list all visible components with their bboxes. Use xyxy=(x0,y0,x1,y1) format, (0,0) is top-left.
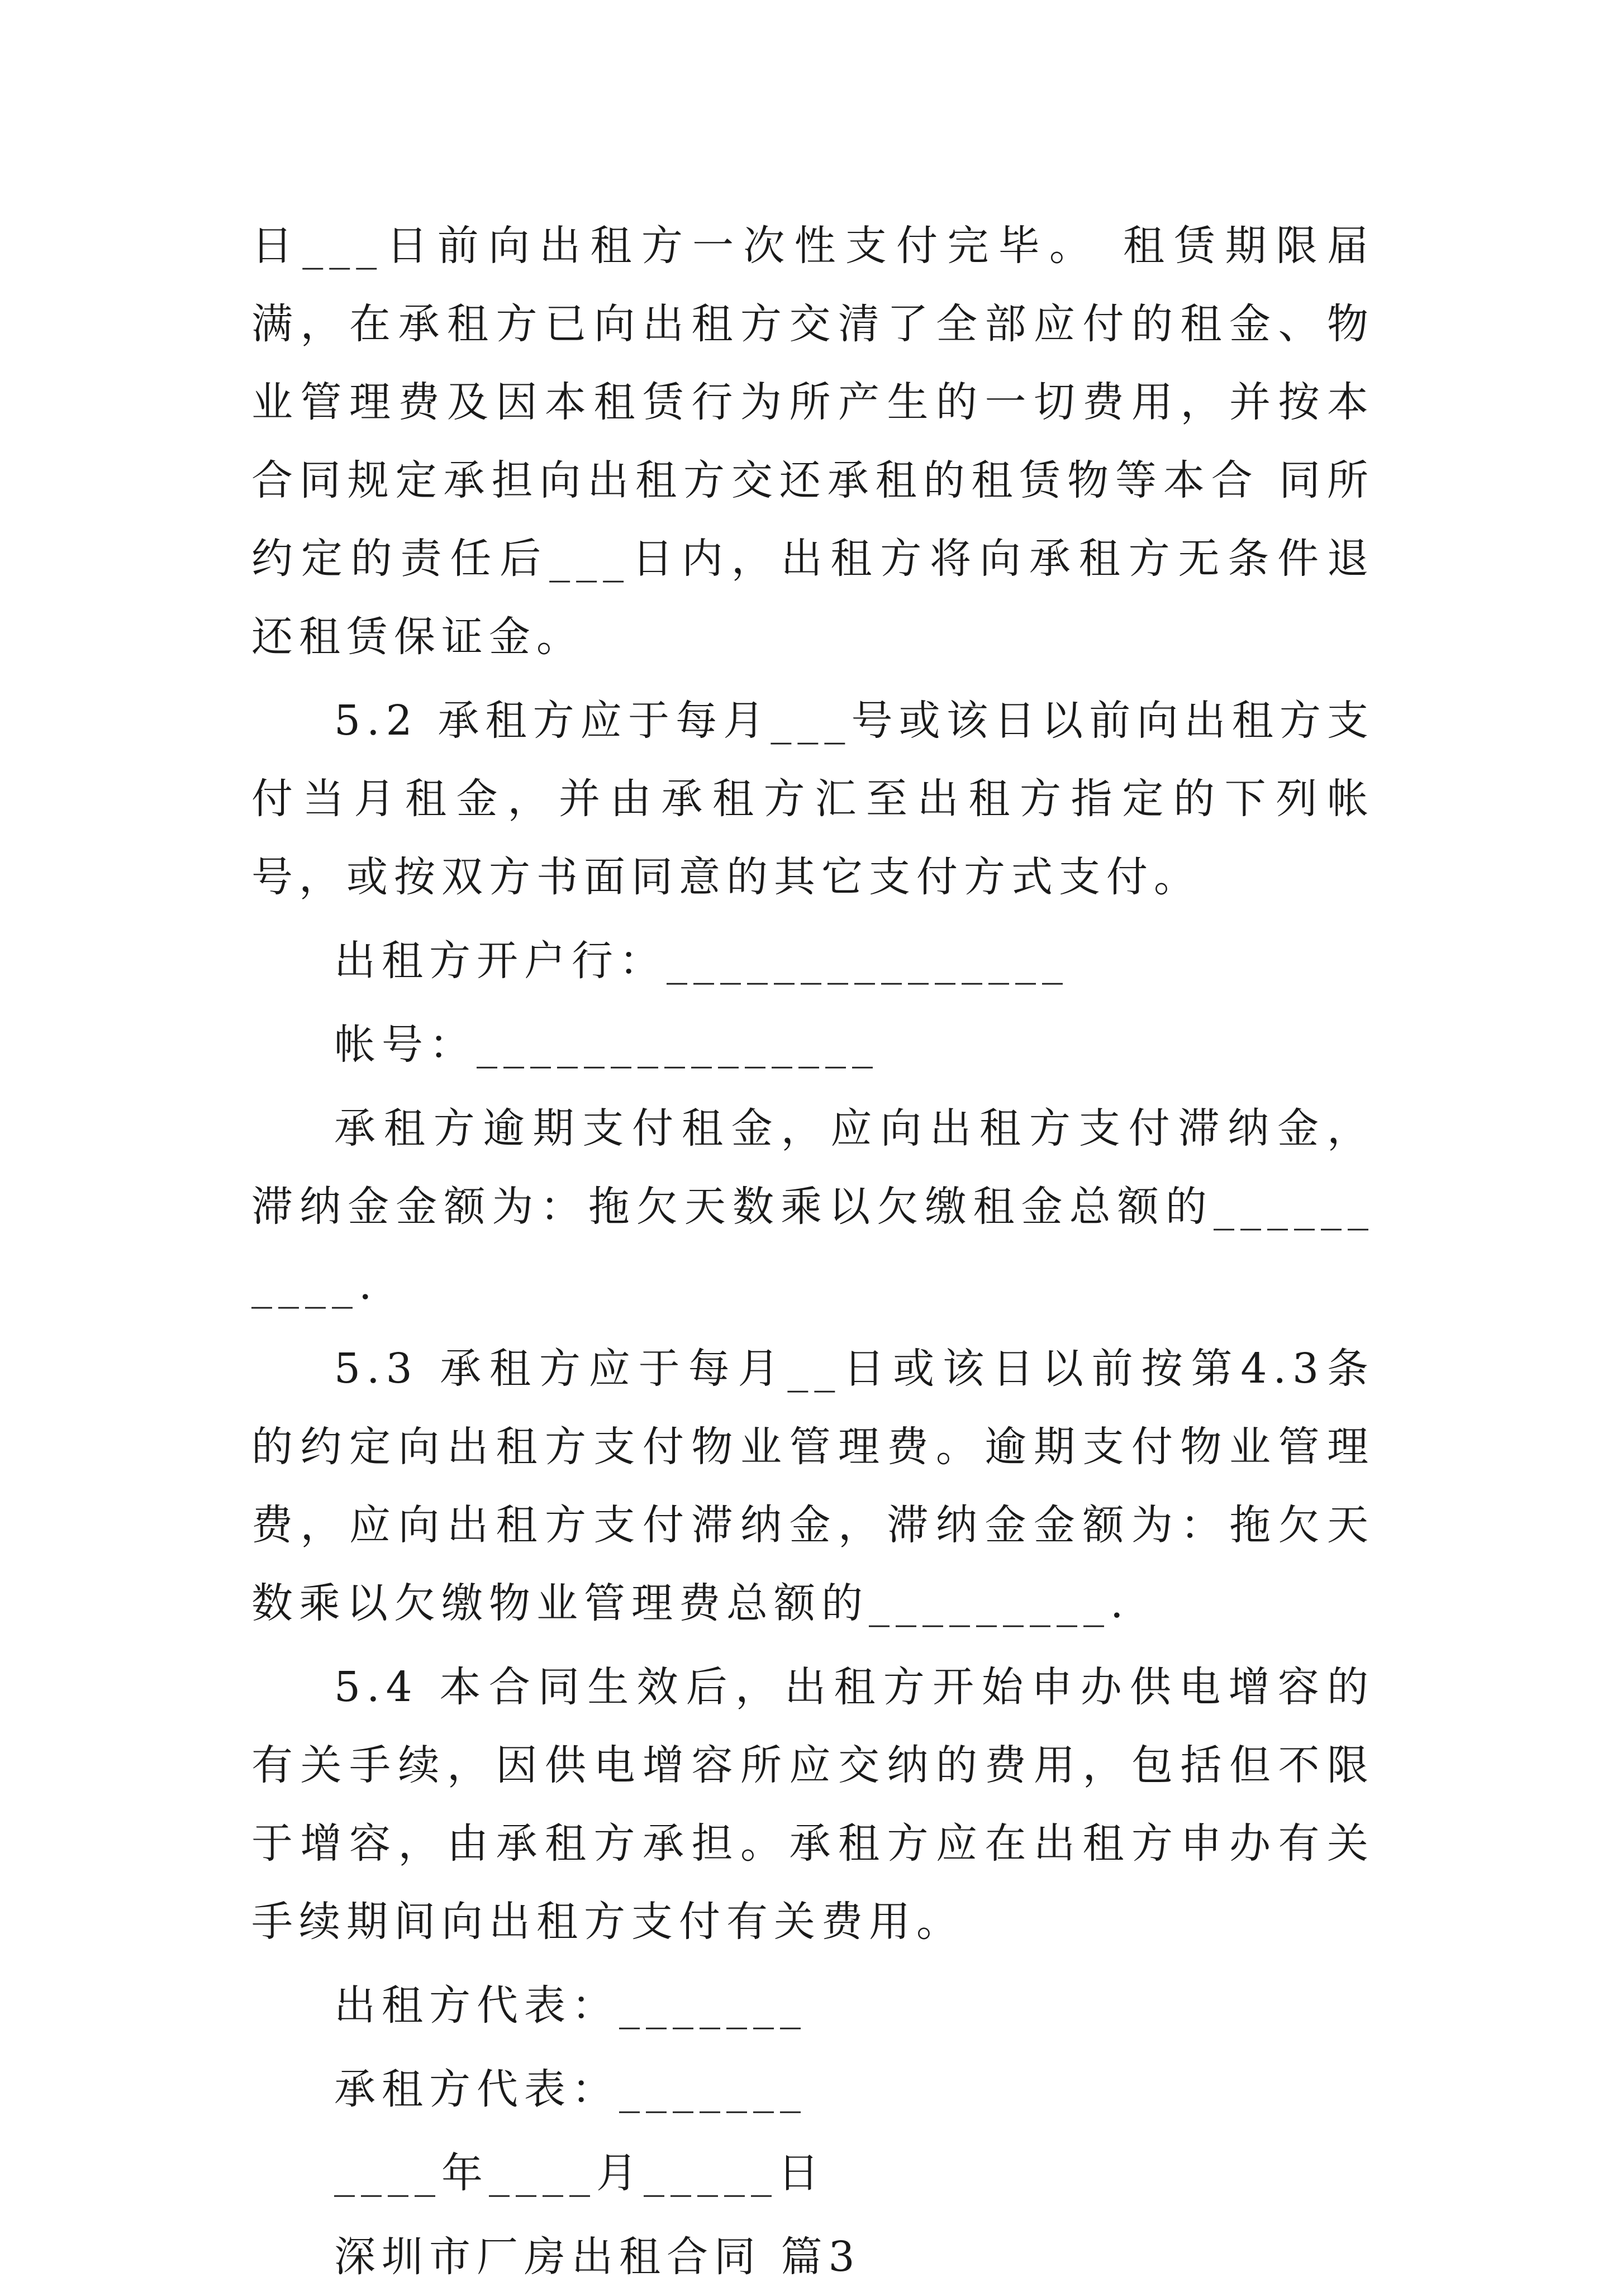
paragraph-5-4: 5.4 本合同生效后，出租方开始申办供电增容的有关手续，因供电增容所应交纳的费用，包括但不限于增容，由承租方承担。承租方应在出租方申办有关手续期间向出租方支付有关费用。 xyxy=(251,1663,1375,1946)
account-number-line: 帐号：_______________ xyxy=(334,1021,879,1069)
paragraph-continuation: 日___日前向出租方一次性支付完毕。 租赁期限届满，在承租方已向出租方交清了全部应付的租金、物业管理费及因本租赁行为所产生的一切费用，并按本合同规定承担向出租方交还承租的租赁物等本合 同所约定的责任后___日内，出租方将向承租方无条件退还租赁保证金。 xyxy=(251,222,1375,661)
section-title: 深圳市厂房出租合同 篇3 xyxy=(334,2233,861,2281)
date-line: ____年____月_____日 xyxy=(334,2149,825,2197)
document-body xyxy=(251,207,1375,2296)
lessor-representative-line: 出租方代表：_______ xyxy=(334,1981,807,2030)
paragraph-late-rent: 承租方逾期支付租金，应向出租方支付滞纳金，滞纳金金额为：拖欠天数乘以欠缴租金总额的__________. xyxy=(251,1104,1375,1309)
paragraph-5-2: 5.2 承租方应于每月___号或该日以前向出租方支付当月租金，并由承租方汇至出租方指定的下列帐号，或按双方书面同意的其它支付方式支付。 xyxy=(251,697,1375,901)
lessor-bank-line: 出租方开户行：_______________ xyxy=(334,937,1069,985)
lessee-representative-line: 承租方代表：_______ xyxy=(334,2065,807,2113)
paragraph-5-3: 5.3 承租方应于每月__日或该日以前按第4.3条的约定向出租方支付物业管理费。逾期支付物业管理费，应向出租方支付滞纳金，滞纳金金额为：拖欠天数乘以欠缴物业管理费总额的_________. xyxy=(251,1345,1375,1627)
